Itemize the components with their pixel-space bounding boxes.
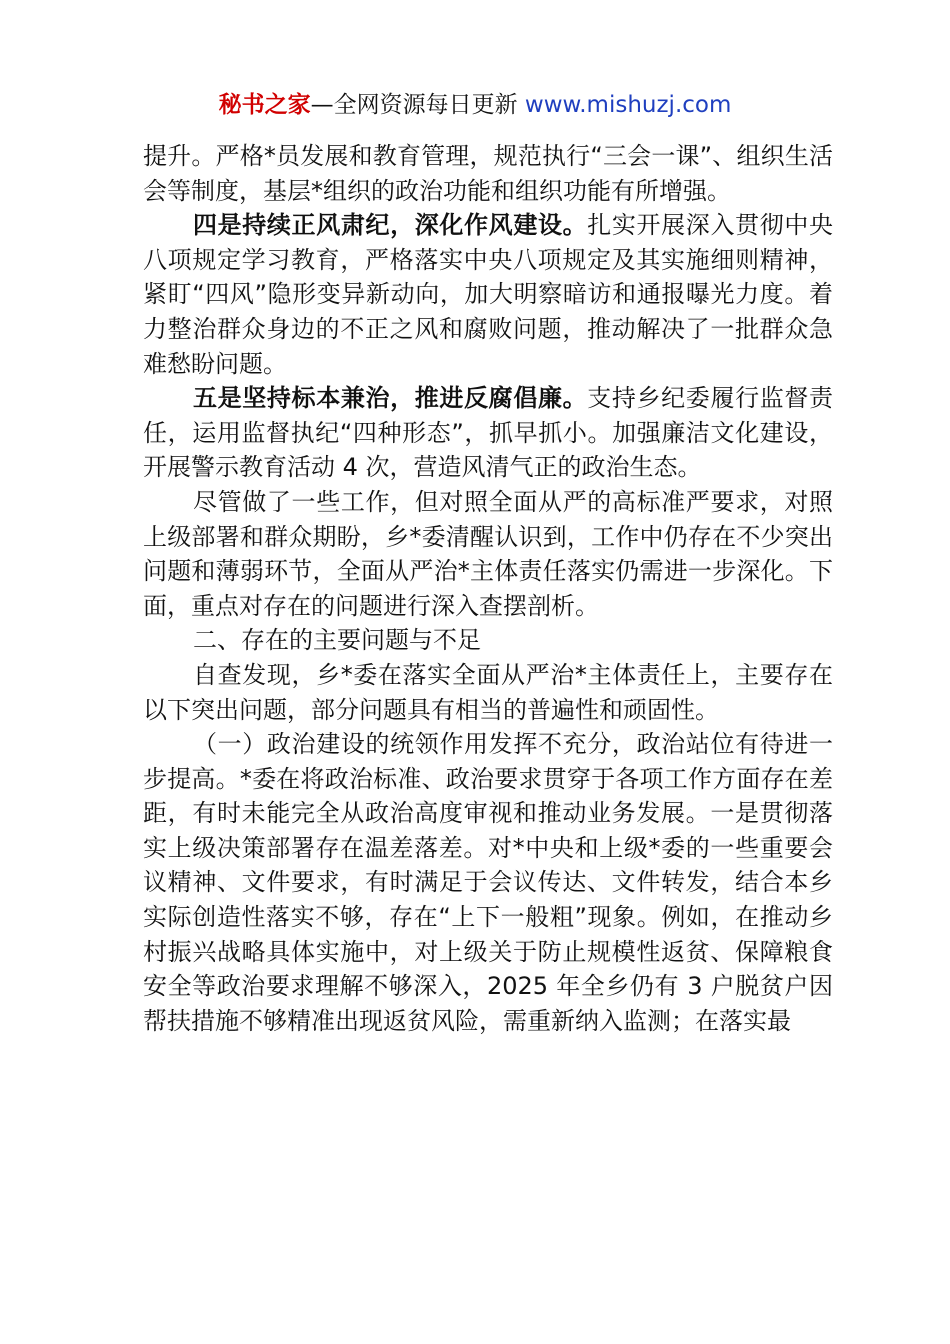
paragraph-text: 自查发现，乡*委在落实全面从严治*主体责任上，主要存在以下突出问题，部分问题具有相当的普遍性和顽固性。 <box>143 660 833 724</box>
paragraph-text: 扎实开展深入贯彻中央八项规定学习教育，严格落实中央八项规定及其实施细则精神，紧盯“四风”隐形变异新动向，加大明察暗访和通报曝光力度。着力整治群众身边的不正之风和腐败问题，推动解决了一批群众急难愁盼问题。 <box>143 211 834 378</box>
paragraph-text: 提升。严格*员发展和教育管理，规范执行“三会一课”、组织生活会等制度，基层*组织的政治功能和组织功能有所增强。 <box>143 142 833 205</box>
paragraph-continuation <box>143 139 833 208</box>
paragraph-heading-bold: 五是坚持标本兼治，推进反腐倡廉。 <box>193 384 588 413</box>
paragraph-self-check <box>143 658 833 727</box>
paragraph-text: （一）政治建设的统领作用发挥不充分，政治站位有待进一步提高。*委在将政治标准、政治要求贯穿于各项工作方面存在差距，有时未能完全从政治高度审视和推动业务发展。一是贯彻落实上级决策部署存在温差落差。对*中央和上级*委的一些重要会议精神、文件要求，有时满足于会议传达、文件转发，结合本乡实际创造性落实不够，存在“上下一般粗”现象。例如，在推动乡村振兴战略具体实施中，对上级关于防止规模性返贫、保障粮食安全等政治要求理解不够深入，2025 年全乡仍有 3 户脱贫户因帮扶措施不够精准出现返贫风险，需重新纳入监测；在落实最 <box>143 730 833 1035</box>
paragraph-text: 支持乡纪委履行监督责任，运用监督执纪“四种形态”，抓早抓小。加强廉洁文化建设，开展警示教育活动 4 次，营造风清气正的政治生态。 <box>143 384 834 482</box>
paragraph-text: 尽管做了一些工作，但对照全面从严的高标准严要求，对照上级部署和群众期盼，乡*委清醒认识到，工作中仍存在不少突出问题和薄弱环节，全面从严治*主体责任落实仍需进一步深化。下面，重点对存在的问题进行深入查摆剖析。 <box>143 487 833 620</box>
paragraph-point-four <box>143 208 833 381</box>
section-heading-problems <box>143 623 833 658</box>
paragraph-transition <box>143 485 833 623</box>
page-header <box>0 90 950 120</box>
document-body <box>143 139 833 1038</box>
header-separator: — <box>310 92 334 118</box>
paragraph-point-five <box>143 381 833 485</box>
header-tagline: 全网资源每日更新 <box>333 92 518 118</box>
section-heading-text: 二、存在的主要问题与不足 <box>193 626 481 655</box>
header-url-link[interactable]: www.mishuzj.com <box>524 92 732 118</box>
paragraph-heading-bold: 四是持续正风肃纪，深化作风建设。 <box>193 211 588 240</box>
header-brand: 秘书之家 <box>218 92 311 118</box>
paragraph-problem-one <box>143 727 833 1038</box>
